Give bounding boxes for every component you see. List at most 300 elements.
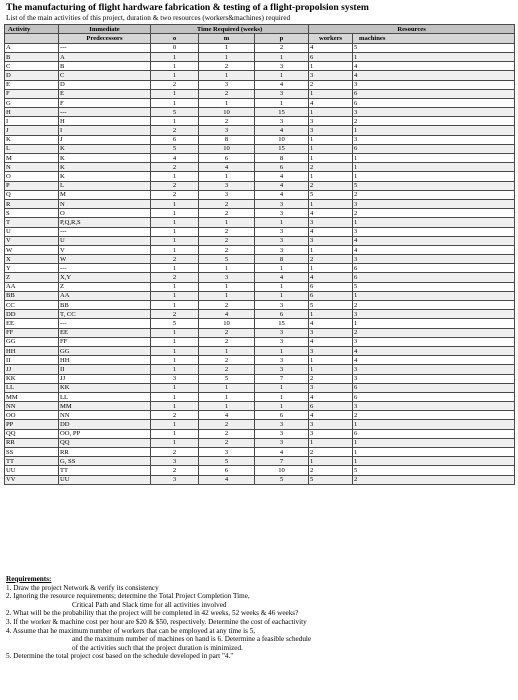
activity-cell: OO xyxy=(5,411,59,420)
predecessors-cell: --- xyxy=(59,108,151,117)
table-row xyxy=(5,181,515,190)
predecessors-cell: K xyxy=(59,154,151,163)
header-row-sub xyxy=(5,34,515,43)
time-o-cell: 2 xyxy=(151,126,199,135)
time-p-cell: 7 xyxy=(255,374,309,383)
predecessors-cell: --- xyxy=(59,264,151,273)
table-row xyxy=(5,236,515,245)
machines-cell: 1 xyxy=(353,163,515,172)
table-body xyxy=(5,43,515,484)
table-row xyxy=(5,71,515,80)
workers-cell: 1 xyxy=(309,172,353,181)
table-row xyxy=(5,135,515,144)
table-row xyxy=(5,144,515,153)
header-predecessors: Predecessors xyxy=(59,34,151,43)
predecessors-cell: DD xyxy=(59,420,151,429)
workers-cell: 4 xyxy=(309,98,353,107)
time-p-cell: 1 xyxy=(255,71,309,80)
time-o-cell: 1 xyxy=(151,383,199,392)
predecessors-cell: HH xyxy=(59,356,151,365)
table-row xyxy=(5,255,515,264)
predecessors-cell: II xyxy=(59,365,151,374)
time-m-cell: 3 xyxy=(199,181,255,190)
activity-cell: O xyxy=(5,172,59,181)
predecessors-cell: D xyxy=(59,80,151,89)
time-o-cell: 0 xyxy=(151,43,199,52)
table-row xyxy=(5,98,515,107)
table-row xyxy=(5,245,515,254)
workers-cell: 6 xyxy=(309,282,353,291)
workers-cell: 4 xyxy=(309,209,353,218)
workers-cell: 3 xyxy=(309,117,353,126)
time-m-cell: 2 xyxy=(199,89,255,98)
time-m-cell: 10 xyxy=(199,319,255,328)
time-p-cell: 1 xyxy=(255,282,309,291)
time-p-cell: 4 xyxy=(255,80,309,89)
time-m-cell: 4 xyxy=(199,163,255,172)
machines-cell: 3 xyxy=(353,135,515,144)
time-m-cell: 2 xyxy=(199,337,255,346)
machines-cell: 1 xyxy=(353,52,515,61)
machines-cell: 6 xyxy=(353,429,515,438)
workers-cell: 1 xyxy=(309,245,353,254)
time-o-cell: 3 xyxy=(151,374,199,383)
time-p-cell: 7 xyxy=(255,457,309,466)
time-o-cell: 1 xyxy=(151,71,199,80)
activity-cell: SS xyxy=(5,448,59,457)
activity-cell: MM xyxy=(5,392,59,401)
time-o-cell: 1 xyxy=(151,346,199,355)
machines-cell: 3 xyxy=(353,402,515,411)
workers-cell: 1 xyxy=(309,154,353,163)
activity-cell: F xyxy=(5,89,59,98)
time-o-cell: 4 xyxy=(151,154,199,163)
time-m-cell: 2 xyxy=(199,62,255,71)
time-p-cell: 4 xyxy=(255,448,309,457)
table-row xyxy=(5,89,515,98)
workers-cell: 4 xyxy=(309,227,353,236)
table-row xyxy=(5,43,515,52)
time-p-cell: 3 xyxy=(255,245,309,254)
machines-cell: 3 xyxy=(353,227,515,236)
table-row xyxy=(5,52,515,61)
table-row xyxy=(5,218,515,227)
machines-cell: 3 xyxy=(353,337,515,346)
activity-cell: RR xyxy=(5,438,59,447)
time-m-cell: 6 xyxy=(199,154,255,163)
workers-cell: 3 xyxy=(309,429,353,438)
table-row xyxy=(5,457,515,466)
time-m-cell: 3 xyxy=(199,126,255,135)
machines-cell: 2 xyxy=(353,209,515,218)
time-m-cell: 2 xyxy=(199,301,255,310)
table-row xyxy=(5,273,515,282)
time-m-cell: 1 xyxy=(199,392,255,401)
activity-cell: K xyxy=(5,135,59,144)
workers-cell: 5 xyxy=(309,190,353,199)
time-p-cell: 3 xyxy=(255,328,309,337)
time-o-cell: 2 xyxy=(151,273,199,282)
predecessors-cell: M xyxy=(59,190,151,199)
time-m-cell: 2 xyxy=(199,365,255,374)
time-p-cell: 3 xyxy=(255,236,309,245)
time-m-cell: 8 xyxy=(199,135,255,144)
time-m-cell: 4 xyxy=(199,310,255,319)
activity-cell: KK xyxy=(5,374,59,383)
machines-cell: 5 xyxy=(353,181,515,190)
table-row xyxy=(5,117,515,126)
time-m-cell: 10 xyxy=(199,144,255,153)
workers-cell: 1 xyxy=(309,310,353,319)
activity-cell: FF xyxy=(5,328,59,337)
time-m-cell: 2 xyxy=(199,429,255,438)
activity-cell: AA xyxy=(5,282,59,291)
time-o-cell: 1 xyxy=(151,52,199,61)
workers-cell: 1 xyxy=(309,457,353,466)
predecessors-cell: EE xyxy=(59,328,151,337)
machines-cell: 6 xyxy=(353,383,515,392)
predecessors-cell: P,Q,R,S xyxy=(59,218,151,227)
machines-cell: 1 xyxy=(353,420,515,429)
activity-cell: HH xyxy=(5,346,59,355)
time-o-cell: 1 xyxy=(151,89,199,98)
predecessors-cell: B xyxy=(59,62,151,71)
predecessors-cell: K xyxy=(59,163,151,172)
machines-cell: 1 xyxy=(353,319,515,328)
activity-cell: N xyxy=(5,163,59,172)
document-title: The manufacturing of flight hardware fabrication & testing of a flight-propolsion system xyxy=(6,2,369,13)
activity-cell: P xyxy=(5,181,59,190)
activity-table xyxy=(4,24,515,485)
time-o-cell: 1 xyxy=(151,328,199,337)
machines-cell: 1 xyxy=(353,172,515,181)
machines-cell: 6 xyxy=(353,144,515,153)
time-m-cell: 1 xyxy=(199,71,255,80)
activity-cell: L xyxy=(5,144,59,153)
table-row xyxy=(5,402,515,411)
time-o-cell: 3 xyxy=(151,457,199,466)
activity-cell: S xyxy=(5,209,59,218)
workers-cell: 1 xyxy=(309,108,353,117)
time-p-cell: 3 xyxy=(255,117,309,126)
header-blank xyxy=(5,34,59,43)
workers-cell: 1 xyxy=(309,62,353,71)
predecessors-cell: UU xyxy=(59,475,151,484)
machines-cell: 2 xyxy=(353,475,515,484)
workers-cell: 4 xyxy=(309,392,353,401)
time-p-cell: 1 xyxy=(255,264,309,273)
time-o-cell: 1 xyxy=(151,402,199,411)
table-row xyxy=(5,383,515,392)
time-m-cell: 1 xyxy=(199,282,255,291)
workers-cell: 4 xyxy=(309,273,353,282)
workers-cell: 1 xyxy=(309,365,353,374)
workers-cell: 3 xyxy=(309,420,353,429)
machines-cell: 1 xyxy=(353,126,515,135)
machines-cell: 5 xyxy=(353,282,515,291)
workers-cell: 1 xyxy=(309,438,353,447)
time-o-cell: 1 xyxy=(151,245,199,254)
workers-cell: 1 xyxy=(309,135,353,144)
time-m-cell: 1 xyxy=(199,402,255,411)
machines-cell: 4 xyxy=(353,356,515,365)
table-row xyxy=(5,466,515,475)
workers-cell: 3 xyxy=(309,236,353,245)
time-p-cell: 4 xyxy=(255,190,309,199)
table-row xyxy=(5,356,515,365)
time-o-cell: 5 xyxy=(151,144,199,153)
activity-cell: H xyxy=(5,108,59,117)
requirement-line: of the activities such that the project duration is minimized. xyxy=(72,643,243,652)
activity-cell: DD xyxy=(5,310,59,319)
table-row xyxy=(5,62,515,71)
time-m-cell: 5 xyxy=(199,255,255,264)
activity-cell: TT xyxy=(5,457,59,466)
predecessors-cell: --- xyxy=(59,319,151,328)
time-p-cell: 4 xyxy=(255,126,309,135)
time-m-cell: 1 xyxy=(199,172,255,181)
time-m-cell: 2 xyxy=(199,236,255,245)
workers-cell: 4 xyxy=(309,43,353,52)
time-m-cell: 3 xyxy=(199,273,255,282)
machines-cell: 1 xyxy=(353,457,515,466)
predecessors-cell: G, SS xyxy=(59,457,151,466)
activity-cell: LL xyxy=(5,383,59,392)
activity-cell: BB xyxy=(5,291,59,300)
activity-cell: C xyxy=(5,62,59,71)
requirement-line: and the maximum number of machines on hand is 6. Determine a feasible schedule xyxy=(72,635,312,644)
predecessors-cell: --- xyxy=(59,227,151,236)
workers-cell: 3 xyxy=(309,126,353,135)
workers-cell: 2 xyxy=(309,374,353,383)
activity-cell: JJ xyxy=(5,365,59,374)
time-m-cell: 3 xyxy=(199,448,255,457)
predecessors-cell: --- xyxy=(59,43,151,52)
table-row xyxy=(5,310,515,319)
predecessors-cell: X,Y xyxy=(59,273,151,282)
workers-cell: 3 xyxy=(309,218,353,227)
predecessors-cell: O xyxy=(59,209,151,218)
time-p-cell: 10 xyxy=(255,135,309,144)
time-p-cell: 3 xyxy=(255,89,309,98)
table-row xyxy=(5,346,515,355)
header-p: p xyxy=(255,34,309,43)
time-p-cell: 1 xyxy=(255,291,309,300)
time-p-cell: 4 xyxy=(255,273,309,282)
time-p-cell: 1 xyxy=(255,402,309,411)
activity-cell: UU xyxy=(5,466,59,475)
activity-cell: PP xyxy=(5,420,59,429)
time-o-cell: 1 xyxy=(151,438,199,447)
machines-cell: 1 xyxy=(353,218,515,227)
time-p-cell: 3 xyxy=(255,365,309,374)
table-row xyxy=(5,172,515,181)
time-m-cell: 2 xyxy=(199,438,255,447)
table-row xyxy=(5,328,515,337)
time-p-cell: 1 xyxy=(255,346,309,355)
workers-cell: 2 xyxy=(309,448,353,457)
time-p-cell: 3 xyxy=(255,62,309,71)
workers-cell: 1 xyxy=(309,356,353,365)
predecessors-cell: TT xyxy=(59,466,151,475)
time-o-cell: 2 xyxy=(151,163,199,172)
workers-cell: 4 xyxy=(309,319,353,328)
activity-cell: NN xyxy=(5,402,59,411)
activity-cell: EE xyxy=(5,319,59,328)
predecessors-cell: BB xyxy=(59,301,151,310)
machines-cell: 1 xyxy=(353,438,515,447)
activity-cell: G xyxy=(5,98,59,107)
time-o-cell: 1 xyxy=(151,236,199,245)
activity-cell: Y xyxy=(5,264,59,273)
table-row xyxy=(5,154,515,163)
machines-cell: 6 xyxy=(353,264,515,273)
activity-cell: B xyxy=(5,52,59,61)
time-p-cell: 3 xyxy=(255,420,309,429)
predecessors-cell: K xyxy=(59,144,151,153)
table-row xyxy=(5,199,515,208)
table-row xyxy=(5,108,515,117)
time-o-cell: 1 xyxy=(151,291,199,300)
time-m-cell: 1 xyxy=(199,264,255,273)
time-m-cell: 3 xyxy=(199,190,255,199)
workers-cell: 3 xyxy=(309,328,353,337)
time-m-cell: 2 xyxy=(199,117,255,126)
time-m-cell: 5 xyxy=(199,374,255,383)
time-o-cell: 6 xyxy=(151,135,199,144)
time-o-cell: 2 xyxy=(151,448,199,457)
header-time-required: Time Required (weeks) xyxy=(151,25,309,34)
activity-cell: Z xyxy=(5,273,59,282)
requirement-line: 4. Assume that he maximum number of workers that can be employed at any time is 5, xyxy=(6,626,256,635)
time-o-cell: 3 xyxy=(151,475,199,484)
table-row xyxy=(5,163,515,172)
activity-cell: R xyxy=(5,199,59,208)
machines-cell: 1 xyxy=(353,448,515,457)
activity-cell: E xyxy=(5,80,59,89)
time-o-cell: 1 xyxy=(151,282,199,291)
machines-cell: 6 xyxy=(353,98,515,107)
activity-cell: GG xyxy=(5,337,59,346)
table-row xyxy=(5,209,515,218)
machines-cell: 4 xyxy=(353,71,515,80)
machines-cell: 6 xyxy=(353,392,515,401)
predecessors-cell: T, CC xyxy=(59,310,151,319)
activity-cell: T xyxy=(5,218,59,227)
time-m-cell: 1 xyxy=(199,218,255,227)
machines-cell: 2 xyxy=(353,411,515,420)
time-p-cell: 4 xyxy=(255,172,309,181)
table-row xyxy=(5,374,515,383)
table-row xyxy=(5,264,515,273)
predecessors-cell: AA xyxy=(59,291,151,300)
table-row xyxy=(5,190,515,199)
table-row xyxy=(5,282,515,291)
workers-cell: 1 xyxy=(309,264,353,273)
time-p-cell: 3 xyxy=(255,438,309,447)
header-machines: machines xyxy=(353,34,515,43)
header-activity: Activity xyxy=(5,25,59,34)
time-o-cell: 1 xyxy=(151,365,199,374)
time-m-cell: 1 xyxy=(199,291,255,300)
time-p-cell: 4 xyxy=(255,181,309,190)
machines-cell: 6 xyxy=(353,273,515,282)
predecessors-cell: F xyxy=(59,98,151,107)
time-p-cell: 1 xyxy=(255,218,309,227)
machines-cell: 1 xyxy=(353,291,515,300)
predecessors-cell: MM xyxy=(59,402,151,411)
predecessors-cell: QQ xyxy=(59,438,151,447)
table-row xyxy=(5,80,515,89)
activity-cell: U xyxy=(5,227,59,236)
time-o-cell: 2 xyxy=(151,181,199,190)
activity-cell: V xyxy=(5,236,59,245)
workers-cell: 2 xyxy=(309,255,353,264)
predecessors-cell: U xyxy=(59,236,151,245)
requirements-section xyxy=(6,575,514,661)
document-subtitle: List of the main activities of this project, duration & two resources (workers&machines) required xyxy=(6,13,291,22)
requirements-heading: Requirements: xyxy=(6,575,52,583)
header-o: o xyxy=(151,34,199,43)
time-m-cell: 1 xyxy=(199,383,255,392)
machines-cell: 3 xyxy=(353,255,515,264)
time-o-cell: 1 xyxy=(151,429,199,438)
time-m-cell: 2 xyxy=(199,420,255,429)
workers-cell: 4 xyxy=(309,411,353,420)
machines-cell: 6 xyxy=(353,89,515,98)
time-p-cell: 3 xyxy=(255,227,309,236)
time-o-cell: 1 xyxy=(151,356,199,365)
table-row xyxy=(5,319,515,328)
time-m-cell: 1 xyxy=(199,43,255,52)
predecessors-cell: RR xyxy=(59,448,151,457)
predecessors-cell: A xyxy=(59,52,151,61)
requirement-line: Critical Path and Slack time for all activities involved xyxy=(72,600,227,609)
workers-cell: 1 xyxy=(309,89,353,98)
time-o-cell: 2 xyxy=(151,80,199,89)
machines-cell: 2 xyxy=(353,117,515,126)
time-o-cell: 5 xyxy=(151,108,199,117)
time-p-cell: 1 xyxy=(255,52,309,61)
table-row xyxy=(5,126,515,135)
time-p-cell: 15 xyxy=(255,144,309,153)
table-row xyxy=(5,438,515,447)
time-o-cell: 1 xyxy=(151,98,199,107)
machines-cell: 4 xyxy=(353,236,515,245)
time-m-cell: 4 xyxy=(199,475,255,484)
time-m-cell: 5 xyxy=(199,457,255,466)
activity-cell: I xyxy=(5,117,59,126)
time-o-cell: 1 xyxy=(151,172,199,181)
time-p-cell: 6 xyxy=(255,411,309,420)
header-resources: Resources xyxy=(309,25,515,34)
time-o-cell: 1 xyxy=(151,199,199,208)
time-m-cell: 2 xyxy=(199,199,255,208)
workers-cell: 5 xyxy=(309,475,353,484)
time-p-cell: 8 xyxy=(255,255,309,264)
table-row xyxy=(5,291,515,300)
predecessors-cell: NN xyxy=(59,411,151,420)
time-p-cell: 3 xyxy=(255,429,309,438)
time-o-cell: 2 xyxy=(151,310,199,319)
activity-cell: Q xyxy=(5,190,59,199)
time-o-cell: 2 xyxy=(151,411,199,420)
table-row xyxy=(5,337,515,346)
table-row xyxy=(5,392,515,401)
time-m-cell: 2 xyxy=(199,227,255,236)
header-m: m xyxy=(199,34,255,43)
time-o-cell: 1 xyxy=(151,337,199,346)
